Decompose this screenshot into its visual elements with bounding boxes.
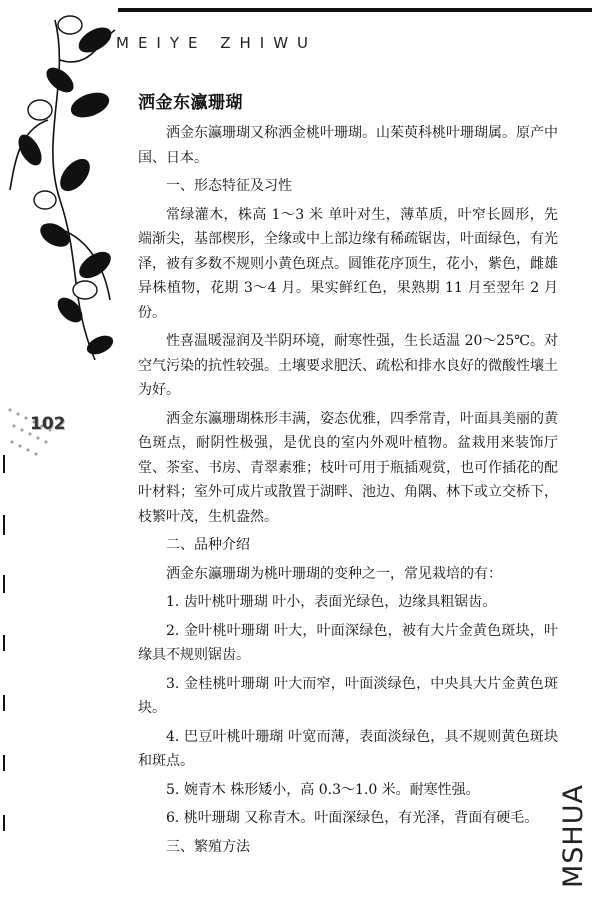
watermark: MSHUA <box>558 784 589 888</box>
intro-paragraph: 洒金东瀛珊瑚又称洒金桃叶珊瑚。山茱萸科桃叶珊瑚属。原产中国、日本。 <box>138 125 558 166</box>
article-body <box>138 88 558 863</box>
paragraph: 性喜温暖湿润及半阴环境，耐寒性强，生长适温 20～25℃。对空气污染的抗性较强。土壤要求肥沃、疏松和排水良好的微酸性壤土为好。 <box>138 333 558 398</box>
left-margin-ticks <box>0 455 10 875</box>
paragraph: 常绿灌木，株高 1～3 米 单叶对生，薄革质，叶窄长圆形，先端渐尖，基部楔形，全缘或中上部边缘有稀疏锯齿，叶面绿色，有光泽，被有多数不规则小黄色斑点。圆锥花序顶生，花小，紫色，雌雄异株植物，花期 3～4 月。果实鲜红色，果熟期 11 月至翌年 2 月份。 <box>138 206 558 321</box>
list-item: 1. 齿叶桃叶珊瑚 叶小，表面光绿色，边缘具粗锯齿。 <box>166 594 497 610</box>
article-title: 洒金东瀛珊瑚 <box>138 93 243 113</box>
list-item: 2. 金叶桃叶珊瑚 叶大，叶面深绿色，被有大片金黄色斑块，叶缘具不规则锯齿。 <box>138 622 558 663</box>
list-item: 5. 婉青木 株形矮小，高 0.3～1.0 米。耐寒性强。 <box>166 781 480 798</box>
climbing-plant-illustration <box>0 0 140 380</box>
section-heading: 三、繁殖方法 <box>166 838 250 855</box>
list-item: 4. 巴豆叶桃叶珊瑚 叶宽而薄，表面淡绿色，具不规则黄色斑块和斑点。 <box>138 728 558 769</box>
page-number: 102 <box>30 414 66 434</box>
list-item: 3. 金桂桃叶珊瑚 叶大而窄，叶面淡绿色，中央具大片金黄色斑块。 <box>138 675 558 716</box>
paragraph: 洒金东瀛珊瑚株形丰满，姿态优雅，四季常青，叶面具美丽的黄色斑点，耐阴性极强，是优良的室内外观叶植物。盆栽用来装饰厅堂、茶室、书房、青翠素雅；枝叶可用于瓶插观赏，也可作插花的配叶材料；室外可成片或散置于湖畔、池边、角隅、林下或立交桥下，枝繁叶茂，生机盎然。 <box>138 410 558 525</box>
running-head: MEIYE ZHIWU <box>116 34 318 52</box>
list-item: 6. 桃叶珊瑚 又称青木。叶面深绿色，有光泽，背面有硬毛。 <box>166 810 539 826</box>
section-heading: 一、形态特征及习性 <box>166 178 292 194</box>
top-rule <box>118 8 592 12</box>
section-heading: 二、品种介绍 <box>166 537 250 553</box>
paragraph: 洒金东瀛珊瑚为桃叶珊瑚的变种之一，常见栽培的有： <box>166 565 502 582</box>
